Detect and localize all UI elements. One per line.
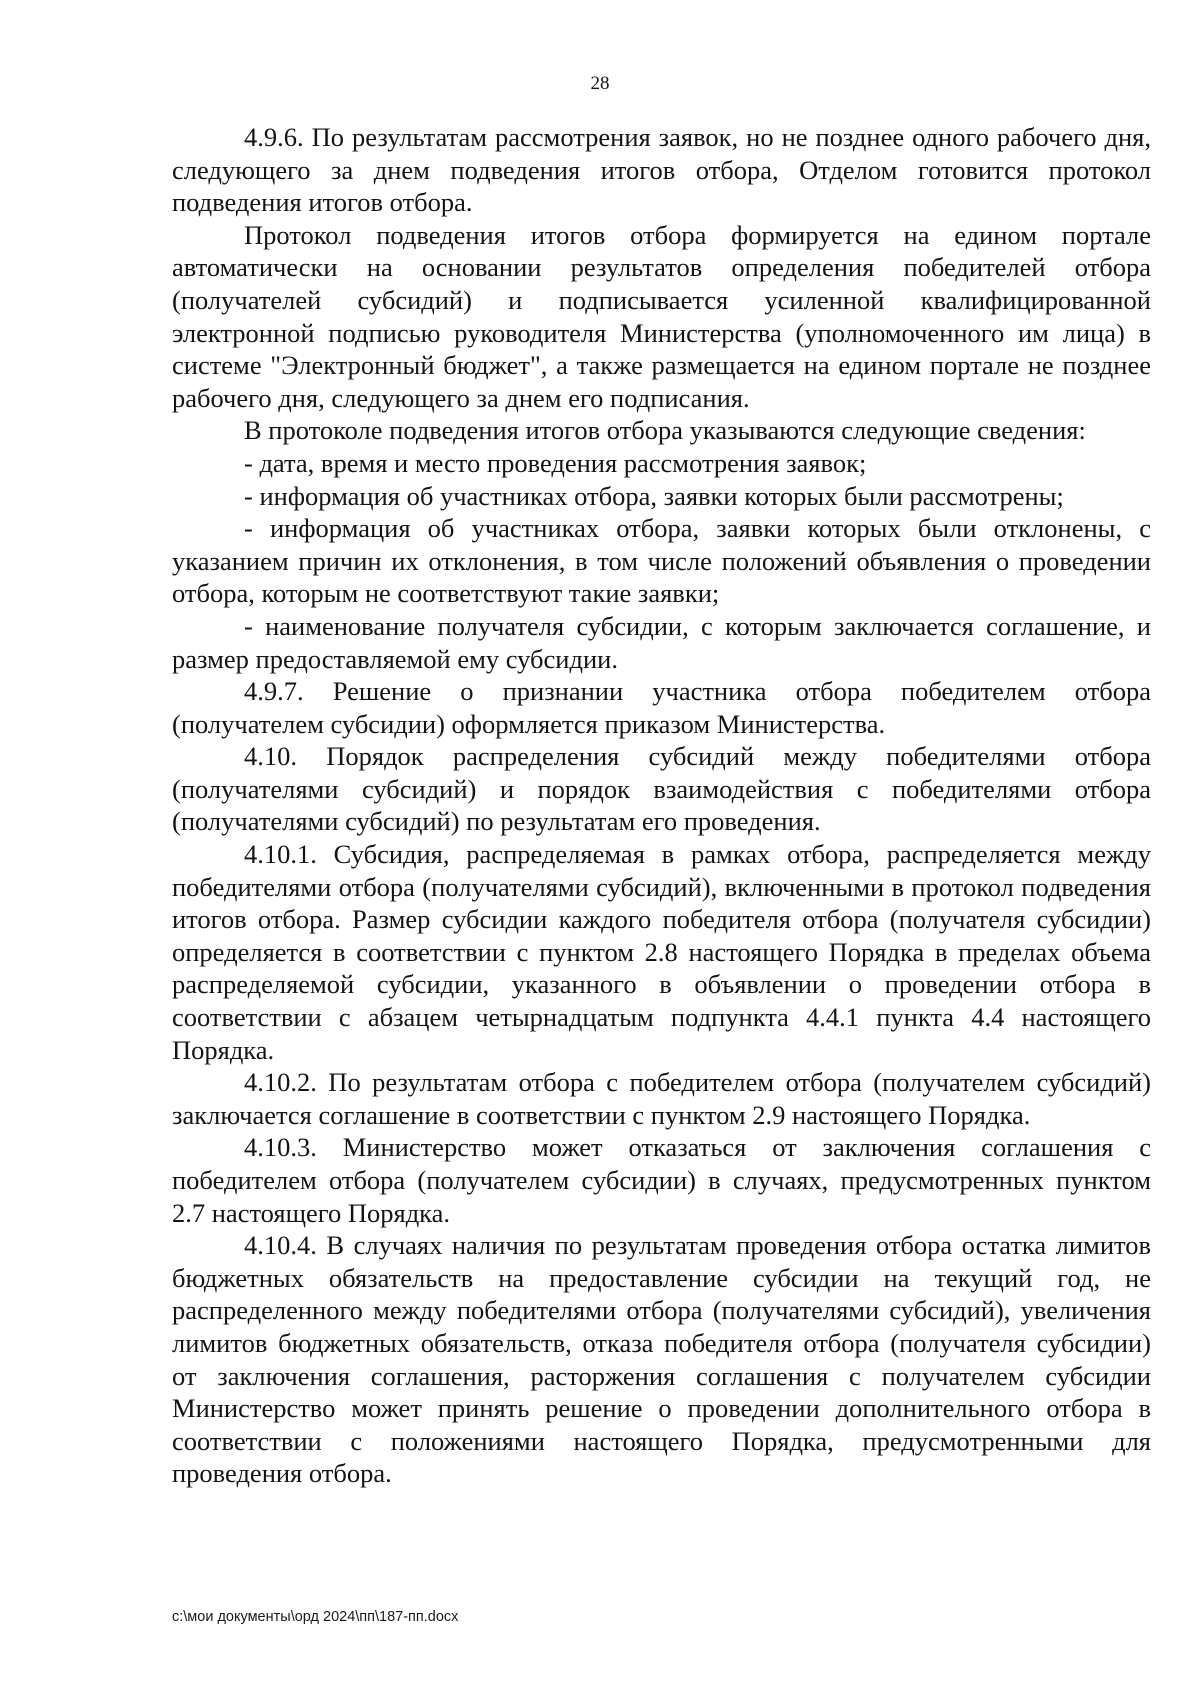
list-item: - дата, время и место проведения рассмотрения заявок; xyxy=(244,447,867,478)
page-number: 28 xyxy=(590,73,610,94)
paragraph: 4.10.3. Министерство может отказаться от заключения соглашения с победителем отбора (получателем субсидии) в случаях, предусмотренных пунктом 2.7 настоящего Порядка. xyxy=(172,1132,1151,1228)
paragraph: 4.10. Порядок распределения субсидий между победителями отбора (получателями субсидий) и порядок взаимодействия с победителями отбора (получателями субсидий) по результатам его проведения. xyxy=(172,741,1151,837)
paragraph: 4.10.4. В случаях наличия по результатам проведения отбора остатка лимитов бюджетных обязательств на предоставление субсидии на текущий год, не распределенного между победителями отбора (получателями субсидий), увеличения лимитов бюджетных обязательств, отказа победителя отбора (получателя субсидии) от заключения соглашения, расторжения соглашения с получателем субсидии Министерство может принять решение о проведении дополнительного отбора в соответствии с положениями настоящего Порядка, предусмотренными для проведения отбора. xyxy=(172,1230,1151,1489)
paragraph: 4.9.6. По результатам рассмотрения заявок, но не позднее одного рабочего дня, следующего за днем подведения итогов отбора, Отделом готовится протокол подведения итогов отбора. xyxy=(172,122,1151,218)
paragraph: 4.10.1. Субсидия, распределяемая в рамках отбора, распределяется между победителями отбора (получателями субсидий), включенными в протокол подведения итогов отбора. Размер субсидии каждого победителя отбора (получателя субсидии) определяется в соответствии с пунктом 2.8 настоящего Порядка в пределах объема распределяемой субсидии, указанного в объявлении о проведении отбора в соответствии с абзацем четырнадцатым подпункта 4.4.1 пункта 4.4 настоящего Порядка. xyxy=(172,839,1151,1065)
list-item: - информация об участниках отбора, заявки которых были рассмотрены; xyxy=(244,480,1064,511)
file-path-footer: c:\мои документы\орд 2024\пп\187-пп.docx xyxy=(172,1609,459,1625)
paragraph: 4.10.2. По результатам отбора с победителем отбора (получателем субсидий) заключается соглашение в соответствии с пунктом 2.9 настоящего Порядка. xyxy=(172,1067,1151,1130)
list-item: - информация об участниках отбора, заявки которых были отклонены, с указанием причин их отклонения, в том числе положений объявления о проведении отбора, которым не соответствуют такие заявки; xyxy=(172,513,1151,609)
paragraph: Протокол подведения итогов отбора формируется на едином портале автоматически на основании результатов определения победителей отбора (получателей субсидий) и подписывается усиленной квалифицированной электронной подписью руководителя Министерства (уполномоченного им лица) в системе "Электронный бюджет", а также размещается на едином портале не позднее рабочего дня, следующего за днем его подписания. xyxy=(172,219,1151,413)
paragraph: 4.9.7. Решение о признании участника отбора победителем отбора (получателем субсидии) оформляется приказом Министерства. xyxy=(172,676,1151,739)
document-body xyxy=(172,121,1151,1490)
paragraph: В протоколе подведения итогов отбора указываются следующие сведения: xyxy=(244,415,1086,446)
list-item: - наименование получателя субсидии, с которым заключается соглашение, и размер предоставляемой ему субсидии. xyxy=(172,610,1151,674)
